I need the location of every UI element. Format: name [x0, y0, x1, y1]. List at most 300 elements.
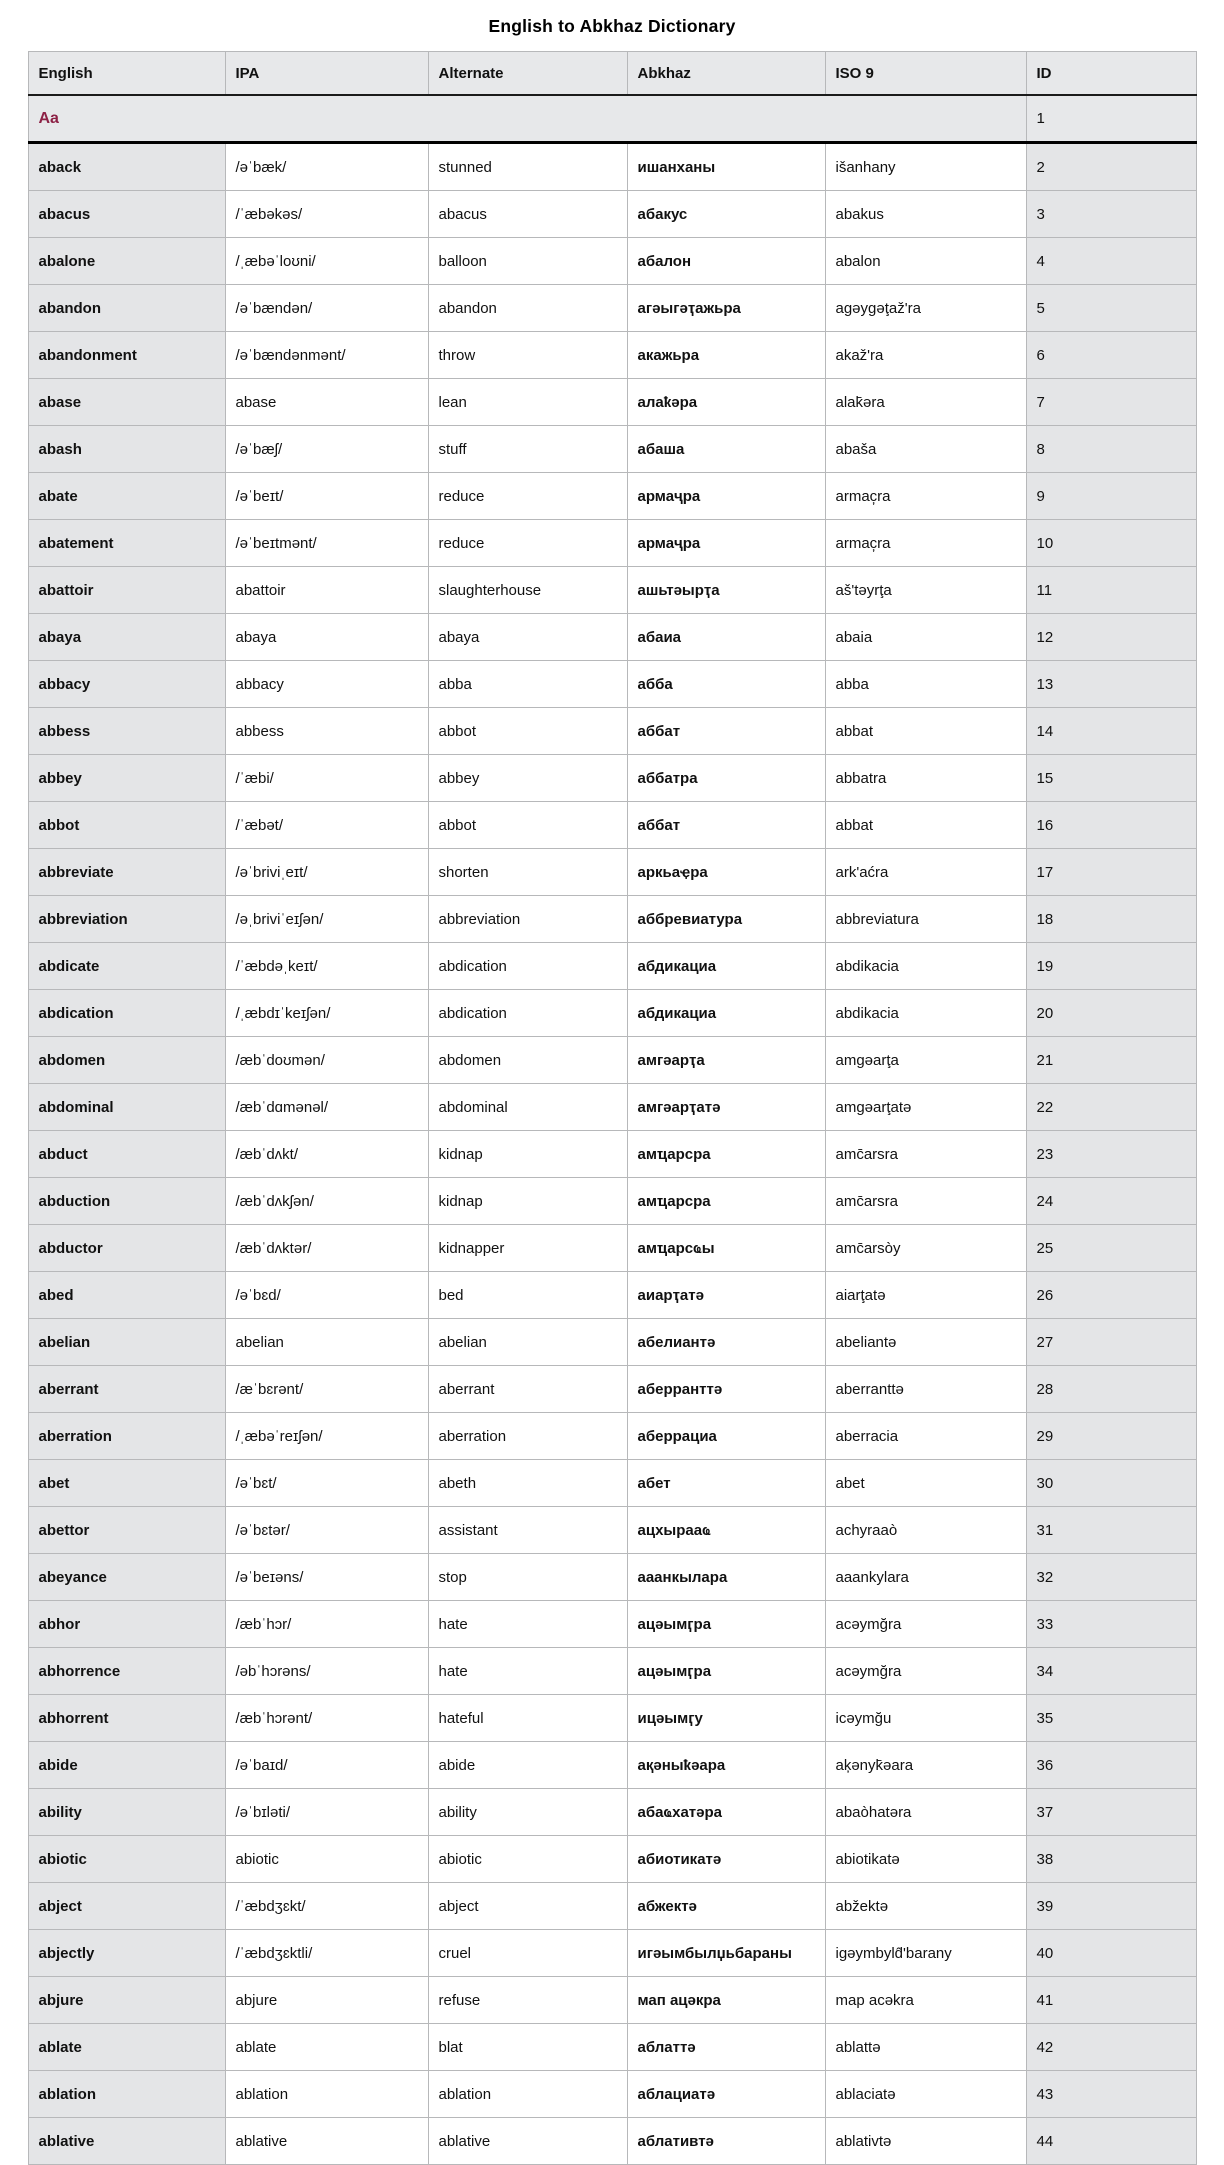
cell-abkhaz: амгәарҭатә	[627, 1084, 825, 1131]
cell-iso9: amc̄arsra	[825, 1131, 1026, 1178]
cell-ipa: /əˈbɛt/	[225, 1460, 428, 1507]
cell-ipa: abaya	[225, 614, 428, 661]
table-row	[28, 520, 1196, 567]
cell-abkhaz: абба	[627, 661, 825, 708]
cell-iso9: abdikacia	[825, 990, 1026, 1037]
cell-ipa: abbess	[225, 708, 428, 755]
cell-alternate: cruel	[428, 1930, 627, 1977]
cell-ipa: /əbˈhɔrəns/	[225, 1648, 428, 1695]
cell-id: 31	[1026, 1507, 1196, 1554]
cell-alternate: ability	[428, 1789, 627, 1836]
cell-abkhaz: аббат	[627, 802, 825, 849]
cell-id: 19	[1026, 943, 1196, 990]
cell-english: abhorrent	[28, 1695, 225, 1742]
column-header-id: ID	[1026, 52, 1196, 96]
cell-abkhaz: абиотикатә	[627, 1836, 825, 1883]
table-row	[28, 473, 1196, 520]
cell-id: 21	[1026, 1037, 1196, 1084]
cell-iso9: armac̦ra	[825, 520, 1026, 567]
cell-id: 32	[1026, 1554, 1196, 1601]
cell-id: 6	[1026, 332, 1196, 379]
cell-iso9: abalon	[825, 238, 1026, 285]
cell-id: 13	[1026, 661, 1196, 708]
column-header-ipa: IPA	[225, 52, 428, 96]
cell-ipa: /æˈbɛrənt/	[225, 1366, 428, 1413]
cell-iso9: abbat	[825, 802, 1026, 849]
cell-id: 10	[1026, 520, 1196, 567]
table-row	[28, 1930, 1196, 1977]
cell-english: abbot	[28, 802, 225, 849]
table-row	[28, 1742, 1196, 1789]
cell-ipa: /ˌæbəˈreɪʃən/	[225, 1413, 428, 1460]
cell-id: 14	[1026, 708, 1196, 755]
cell-english: abject	[28, 1883, 225, 1930]
cell-abkhaz: ацхырааҩ	[627, 1507, 825, 1554]
cell-ipa: /əˈbæʃ/	[225, 426, 428, 473]
cell-iso9: amc̄arsra	[825, 1178, 1026, 1225]
table-row	[28, 943, 1196, 990]
cell-ipa: abiotic	[225, 1836, 428, 1883]
cell-abkhaz: ақәныҟәара	[627, 1742, 825, 1789]
cell-alternate: reduce	[428, 473, 627, 520]
cell-alternate: abdication	[428, 990, 627, 1037]
section-label: Aa	[28, 95, 1026, 143]
cell-id: 34	[1026, 1648, 1196, 1695]
cell-alternate: stop	[428, 1554, 627, 1601]
cell-id: 33	[1026, 1601, 1196, 1648]
column-header-alternate: Alternate	[428, 52, 627, 96]
table-row	[28, 1648, 1196, 1695]
cell-ipa: ablation	[225, 2071, 428, 2118]
cell-id: 3	[1026, 191, 1196, 238]
cell-ipa: /ˌæbəˈloʊni/	[225, 238, 428, 285]
cell-alternate: slaughterhouse	[428, 567, 627, 614]
cell-english: abdominal	[28, 1084, 225, 1131]
cell-id: 4	[1026, 238, 1196, 285]
cell-iso9: ablattə	[825, 2024, 1026, 2071]
cell-id: 44	[1026, 2118, 1196, 2165]
cell-alternate: abandon	[428, 285, 627, 332]
cell-english: abbreviation	[28, 896, 225, 943]
table-row	[28, 1977, 1196, 2024]
cell-ipa: /æbˈhɔrənt/	[225, 1695, 428, 1742]
cell-alternate: abject	[428, 1883, 627, 1930]
cell-iso9: abdikacia	[825, 943, 1026, 990]
cell-alternate: stunned	[428, 143, 627, 191]
cell-abkhaz: абаҩхатәра	[627, 1789, 825, 1836]
cell-english: abeyance	[28, 1554, 225, 1601]
cell-id: 30	[1026, 1460, 1196, 1507]
cell-english: abattoir	[28, 567, 225, 614]
cell-id: 43	[1026, 2071, 1196, 2118]
cell-iso9: aš'təyrţa	[825, 567, 1026, 614]
cell-ipa: abase	[225, 379, 428, 426]
cell-ipa: abbacy	[225, 661, 428, 708]
cell-english: abase	[28, 379, 225, 426]
cell-iso9: abaša	[825, 426, 1026, 473]
cell-iso9: amgəarţatə	[825, 1084, 1026, 1131]
cell-iso9: achyraaò	[825, 1507, 1026, 1554]
section-row-aa	[28, 95, 1196, 143]
cell-ipa: /ˈæbdʒɛktli/	[225, 1930, 428, 1977]
cell-english: abet	[28, 1460, 225, 1507]
cell-alternate: blat	[428, 2024, 627, 2071]
column-header-english: English	[28, 52, 225, 96]
cell-id: 37	[1026, 1789, 1196, 1836]
cell-english: abdication	[28, 990, 225, 1037]
cell-english: abelian	[28, 1319, 225, 1366]
table-row	[28, 1225, 1196, 1272]
table-row	[28, 802, 1196, 849]
cell-iso9: ablaciatə	[825, 2071, 1026, 2118]
cell-alternate: aberrant	[428, 1366, 627, 1413]
cell-abkhaz: аблативтә	[627, 2118, 825, 2165]
cell-ipa: /əˈbeɪt/	[225, 473, 428, 520]
cell-ipa: /æbˈhɔr/	[225, 1601, 428, 1648]
cell-alternate: refuse	[428, 1977, 627, 2024]
cell-english: abdicate	[28, 943, 225, 990]
cell-ipa: /ˈæbəkəs/	[225, 191, 428, 238]
cell-iso9: amc̄arsòy	[825, 1225, 1026, 1272]
cell-abkhaz: ацәымӷра	[627, 1601, 825, 1648]
cell-id: 15	[1026, 755, 1196, 802]
cell-alternate: abbot	[428, 708, 627, 755]
cell-id: 7	[1026, 379, 1196, 426]
table-row	[28, 990, 1196, 1037]
cell-alternate: hateful	[428, 1695, 627, 1742]
cell-english: abhor	[28, 1601, 225, 1648]
cell-iso9: išanhany	[825, 143, 1026, 191]
cell-ipa: /əˈbɛd/	[225, 1272, 428, 1319]
header-row	[28, 52, 1196, 96]
table-row	[28, 285, 1196, 332]
cell-iso9: abakus	[825, 191, 1026, 238]
cell-english: aback	[28, 143, 225, 191]
cell-abkhaz: ишанханы	[627, 143, 825, 191]
cell-ipa: /æbˈdʌkt/	[225, 1131, 428, 1178]
cell-ipa: /əˈbɛtər/	[225, 1507, 428, 1554]
cell-id: 16	[1026, 802, 1196, 849]
cell-ipa: /ˈæbət/	[225, 802, 428, 849]
cell-iso9: ark'aćra	[825, 849, 1026, 896]
cell-alternate: lean	[428, 379, 627, 426]
table-row	[28, 1319, 1196, 1366]
cell-alternate: abiotic	[428, 1836, 627, 1883]
table-row	[28, 2071, 1196, 2118]
cell-abkhaz: аббревиатура	[627, 896, 825, 943]
cell-iso9: armac̦ra	[825, 473, 1026, 520]
cell-ipa: /æbˈdoʊmən/	[225, 1037, 428, 1084]
cell-alternate: abdominal	[428, 1084, 627, 1131]
cell-abkhaz: акажьра	[627, 332, 825, 379]
cell-iso9: abbat	[825, 708, 1026, 755]
cell-english: abjectly	[28, 1930, 225, 1977]
cell-alternate: aberration	[428, 1413, 627, 1460]
cell-english: abash	[28, 426, 225, 473]
cell-iso9: agəygəţaž'ra	[825, 285, 1026, 332]
cell-id: 12	[1026, 614, 1196, 661]
cell-alternate: hate	[428, 1601, 627, 1648]
cell-ipa: /æbˈdʌkʃən/	[225, 1178, 428, 1225]
cell-abkhaz: ацәымӷра	[627, 1648, 825, 1695]
cell-id: 26	[1026, 1272, 1196, 1319]
cell-english: abduction	[28, 1178, 225, 1225]
cell-ipa: /æbˈdɑmənəl/	[225, 1084, 428, 1131]
cell-english: abbess	[28, 708, 225, 755]
cell-alternate: abbreviation	[428, 896, 627, 943]
table-row	[28, 567, 1196, 614]
cell-alternate: bed	[428, 1272, 627, 1319]
cell-abkhaz: амгәарҭа	[627, 1037, 825, 1084]
table-row	[28, 1460, 1196, 1507]
table-row	[28, 849, 1196, 896]
cell-abkhaz: армаҷра	[627, 520, 825, 567]
cell-abkhaz: аблациатә	[627, 2071, 825, 2118]
cell-iso9: abbatra	[825, 755, 1026, 802]
cell-alternate: kidnapper	[428, 1225, 627, 1272]
cell-iso9: icəymğu	[825, 1695, 1026, 1742]
cell-iso9: acəymğra	[825, 1648, 1026, 1695]
cell-english: abandonment	[28, 332, 225, 379]
table-row	[28, 1601, 1196, 1648]
cell-id: 36	[1026, 1742, 1196, 1789]
cell-id: 8	[1026, 426, 1196, 473]
cell-alternate: kidnap	[428, 1131, 627, 1178]
column-header-abkhaz: Abkhaz	[627, 52, 825, 96]
dictionary-table	[28, 51, 1197, 2165]
cell-ipa: /ˈæbi/	[225, 755, 428, 802]
cell-english: abettor	[28, 1507, 225, 1554]
cell-id: 17	[1026, 849, 1196, 896]
cell-english: ability	[28, 1789, 225, 1836]
table-row	[28, 1554, 1196, 1601]
cell-id: 39	[1026, 1883, 1196, 1930]
table-row	[28, 1272, 1196, 1319]
cell-alternate: abdication	[428, 943, 627, 990]
table-row	[28, 1366, 1196, 1413]
cell-alternate: abacus	[428, 191, 627, 238]
cell-alternate: hate	[428, 1648, 627, 1695]
cell-ipa: abattoir	[225, 567, 428, 614]
cell-abkhaz: абет	[627, 1460, 825, 1507]
cell-english: aberration	[28, 1413, 225, 1460]
cell-iso9: igəymbyld̂'barany	[825, 1930, 1026, 1977]
cell-english: ablative	[28, 2118, 225, 2165]
cell-abkhaz: амҵарсра	[627, 1131, 825, 1178]
table-row	[28, 1695, 1196, 1742]
cell-iso9: abžektə	[825, 1883, 1026, 1930]
table-row	[28, 1131, 1196, 1178]
cell-id: 29	[1026, 1413, 1196, 1460]
cell-ipa: /əˈbɪləti/	[225, 1789, 428, 1836]
cell-iso9: aberracia	[825, 1413, 1026, 1460]
cell-english: abbreviate	[28, 849, 225, 896]
cell-iso9: aķənyk̄əara	[825, 1742, 1026, 1789]
cell-ipa: abjure	[225, 1977, 428, 2024]
cell-iso9: abaòhatəra	[825, 1789, 1026, 1836]
cell-abkhaz: армаҷра	[627, 473, 825, 520]
cell-ipa: /əˈbændənmənt/	[225, 332, 428, 379]
cell-id: 28	[1026, 1366, 1196, 1413]
cell-ipa: /əˈbændən/	[225, 285, 428, 332]
table-row	[28, 1413, 1196, 1460]
cell-abkhaz: абжектә	[627, 1883, 825, 1930]
cell-alternate: balloon	[428, 238, 627, 285]
cell-iso9: amgəarţa	[825, 1037, 1026, 1084]
cell-english: abbey	[28, 755, 225, 802]
cell-abkhaz: алаҟәра	[627, 379, 825, 426]
cell-abkhaz: мап ацәкра	[627, 1977, 825, 2024]
cell-id: 9	[1026, 473, 1196, 520]
cell-id: 5	[1026, 285, 1196, 332]
cell-alternate: abdomen	[428, 1037, 627, 1084]
table-row	[28, 2118, 1196, 2165]
table-row	[28, 1084, 1196, 1131]
cell-ipa: /əˈbriviˌeɪt/	[225, 849, 428, 896]
table-row	[28, 143, 1196, 191]
cell-iso9: abaia	[825, 614, 1026, 661]
cell-abkhaz: аиарҭатә	[627, 1272, 825, 1319]
table-row	[28, 1178, 1196, 1225]
cell-iso9: aaankylara	[825, 1554, 1026, 1601]
cell-ipa: /ˈæbdʒɛkt/	[225, 1883, 428, 1930]
cell-alternate: kidnap	[428, 1178, 627, 1225]
table-row	[28, 426, 1196, 473]
table-row	[28, 1789, 1196, 1836]
table-row	[28, 379, 1196, 426]
cell-alternate: ablative	[428, 2118, 627, 2165]
table-row	[28, 896, 1196, 943]
cell-id: 2	[1026, 143, 1196, 191]
cell-iso9: acəymğra	[825, 1601, 1026, 1648]
cell-abkhaz: ицәымӷу	[627, 1695, 825, 1742]
cell-english: abalone	[28, 238, 225, 285]
cell-abkhaz: абалон	[627, 238, 825, 285]
cell-ipa: ablative	[225, 2118, 428, 2165]
cell-ipa: /əˈbeɪəns/	[225, 1554, 428, 1601]
table-row	[28, 661, 1196, 708]
cell-abkhaz: абаиа	[627, 614, 825, 661]
cell-id: 25	[1026, 1225, 1196, 1272]
section-id: 1	[1026, 95, 1196, 143]
table-row	[28, 614, 1196, 661]
cell-alternate: abelian	[428, 1319, 627, 1366]
cell-abkhaz: аберрациа	[627, 1413, 825, 1460]
cell-english: abhorrence	[28, 1648, 225, 1695]
cell-alternate: stuff	[428, 426, 627, 473]
cell-iso9: abbreviatura	[825, 896, 1026, 943]
table-row	[28, 238, 1196, 285]
cell-abkhaz: абдикациа	[627, 943, 825, 990]
cell-abkhaz: абелиантә	[627, 1319, 825, 1366]
cell-id: 18	[1026, 896, 1196, 943]
cell-english: abductor	[28, 1225, 225, 1272]
cell-alternate: reduce	[428, 520, 627, 567]
cell-id: 22	[1026, 1084, 1196, 1131]
cell-abkhaz: ашьтәырҭа	[627, 567, 825, 614]
cell-ipa: /əˈbaɪd/	[225, 1742, 428, 1789]
column-header-iso9: ISO 9	[825, 52, 1026, 96]
cell-iso9: ablativtə	[825, 2118, 1026, 2165]
cell-english: abdomen	[28, 1037, 225, 1084]
cell-english: abbacy	[28, 661, 225, 708]
cell-id: 27	[1026, 1319, 1196, 1366]
cell-id: 38	[1026, 1836, 1196, 1883]
cell-ipa: abelian	[225, 1319, 428, 1366]
cell-alternate: assistant	[428, 1507, 627, 1554]
cell-english: abiotic	[28, 1836, 225, 1883]
table-row	[28, 1037, 1196, 1084]
cell-iso9: abba	[825, 661, 1026, 708]
cell-english: abatement	[28, 520, 225, 567]
table-row	[28, 1507, 1196, 1554]
cell-english: abed	[28, 1272, 225, 1319]
cell-abkhaz: абакус	[627, 191, 825, 238]
cell-english: ablation	[28, 2071, 225, 2118]
cell-id: 24	[1026, 1178, 1196, 1225]
cell-abkhaz: амҵарсҩы	[627, 1225, 825, 1272]
cell-english: abjure	[28, 1977, 225, 2024]
cell-english: abandon	[28, 285, 225, 332]
cell-abkhaz: ааанкылара	[627, 1554, 825, 1601]
table-row	[28, 755, 1196, 802]
table-row	[28, 332, 1196, 379]
cell-iso9: abeliantə	[825, 1319, 1026, 1366]
cell-abkhaz: аберранттә	[627, 1366, 825, 1413]
cell-abkhaz: аббатра	[627, 755, 825, 802]
cell-ipa: /əˌbriviˈeɪʃən/	[225, 896, 428, 943]
cell-english: abate	[28, 473, 225, 520]
cell-iso9: map acəkra	[825, 1977, 1026, 2024]
cell-iso9: alak̄əra	[825, 379, 1026, 426]
cell-abkhaz: абаша	[627, 426, 825, 473]
cell-alternate: abbot	[428, 802, 627, 849]
cell-abkhaz: амҵарсра	[627, 1178, 825, 1225]
cell-abkhaz: абдикациа	[627, 990, 825, 1037]
cell-ipa: /əˈbeɪtmənt/	[225, 520, 428, 567]
cell-alternate: abba	[428, 661, 627, 708]
cell-alternate: abeth	[428, 1460, 627, 1507]
cell-alternate: abaya	[428, 614, 627, 661]
cell-alternate: shorten	[428, 849, 627, 896]
cell-abkhaz: аббат	[627, 708, 825, 755]
cell-id: 40	[1026, 1930, 1196, 1977]
cell-alternate: abide	[428, 1742, 627, 1789]
cell-ipa: /ˌæbdɪˈkeɪʃən/	[225, 990, 428, 1037]
cell-abkhaz: игәымбылџьбараны	[627, 1930, 825, 1977]
table-row	[28, 2024, 1196, 2071]
cell-english: abide	[28, 1742, 225, 1789]
cell-iso9: abiotikatə	[825, 1836, 1026, 1883]
cell-id: 41	[1026, 1977, 1196, 2024]
cell-ipa: /ˈæbdəˌkeɪt/	[225, 943, 428, 990]
cell-iso9: aberranttə	[825, 1366, 1026, 1413]
cell-english: ablate	[28, 2024, 225, 2071]
cell-english: abaya	[28, 614, 225, 661]
cell-ipa: /əˈbæk/	[225, 143, 428, 191]
cell-english: abacus	[28, 191, 225, 238]
cell-ipa: /æbˈdʌktər/	[225, 1225, 428, 1272]
cell-alternate: ablation	[428, 2071, 627, 2118]
cell-english: aberrant	[28, 1366, 225, 1413]
cell-iso9: akaž'ra	[825, 332, 1026, 379]
cell-id: 35	[1026, 1695, 1196, 1742]
cell-abkhaz: аркьаҿра	[627, 849, 825, 896]
cell-abkhaz: агәыгәҭажьра	[627, 285, 825, 332]
cell-id: 42	[1026, 2024, 1196, 2071]
table-row	[28, 1836, 1196, 1883]
page-title: English to Abkhaz Dictionary	[488, 16, 736, 36]
